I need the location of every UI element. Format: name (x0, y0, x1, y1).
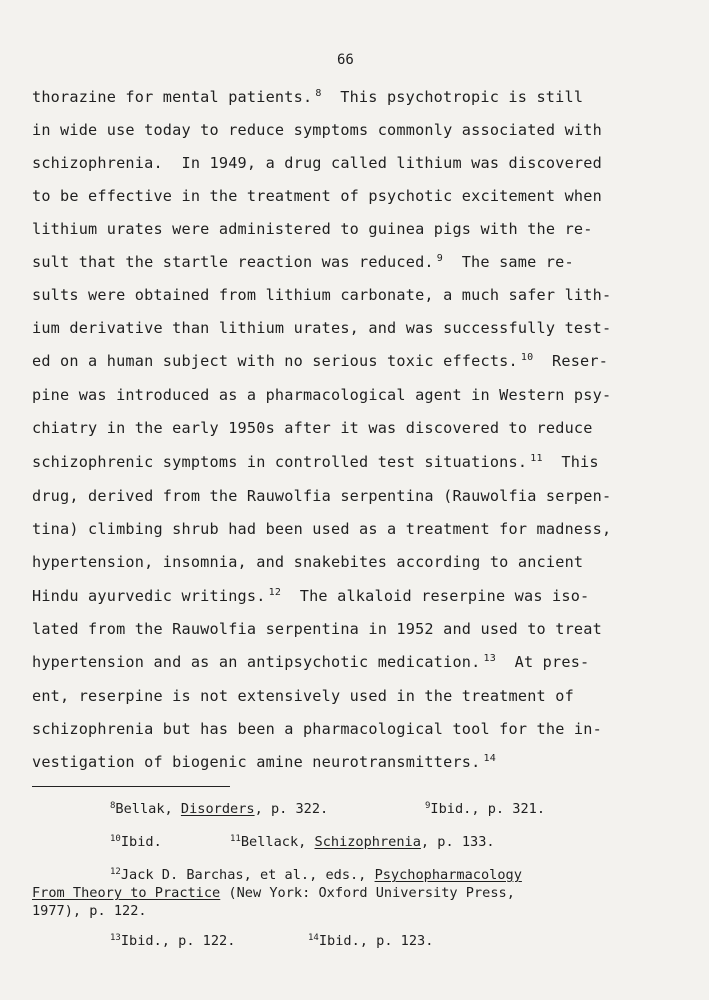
body-line: lated from the Rauwolfia serpentina in 1952 and used to treat (32, 620, 602, 638)
body-line: schizophrenia. In 1949, a drug called lithium was discovered (32, 154, 602, 172)
footnote-12-cont: From Theory to Practice (New York: Oxford University Press, (32, 885, 515, 901)
body-line: vestigation of biogenic amine neurotransmitters. $^{14}$ (32, 753, 496, 771)
body-line: to be effective in the treatment of psychotic excitement when (32, 187, 602, 205)
body-line: hypertension and as an antipsychotic medication. $^{13}$ At pres- (32, 653, 590, 671)
footnote-11: $^{11}$Bellack, Schizophrenia, p. 133. (230, 834, 495, 850)
body-line: pine was introduced as a pharmacological agent in Western psy- (32, 386, 612, 404)
footnote-8: $^8$Bellak, Disorders, p. 322. (110, 801, 329, 817)
footnote-9: $^9$Ibid., p. 321. (425, 801, 545, 817)
body-line: sults were obtained from lithium carbonate, a much safer lith- (32, 286, 612, 304)
body-line: chiatry in the early 1950s after it was discovered to reduce (32, 419, 593, 437)
footnote-ref: 9 (436, 253, 444, 264)
body-line: in wide use today to reduce symptoms commonly associated with (32, 121, 602, 139)
body-line: schizophrenic symptoms in controlled test situations. $^{11}$ This (32, 453, 599, 471)
footnote-ref: 11 (530, 453, 543, 464)
page-number: 66 (337, 52, 354, 68)
footnote-ref: 13 (483, 653, 496, 664)
footnote-ref: 10 (520, 352, 534, 363)
body-line: ed on a human subject with no serious toxic effects. $^{10}$ Reser- (32, 352, 609, 370)
body-line: ium derivative than lithium urates, and was successfully test- (32, 319, 612, 337)
footnote-14: $^{14}$Ibid., p. 123. (308, 933, 434, 949)
body-line: lithium urates were administered to guinea pigs with the re- (32, 220, 593, 238)
footnote-10: $^{10}$Ibid. (110, 834, 162, 850)
footnote-12: $^{12}$Jack D. Barchas, et al., eds., Psychopharmacology (110, 867, 522, 883)
footnote-ref: 12 (268, 587, 282, 598)
body-line: Hindu ayurvedic writings. $^{12}$ The alkaloid reserpine was iso- (32, 587, 590, 605)
body-line: drug, derived from the Rauwolfia serpentina (Rauwolfia serpen- (32, 487, 612, 505)
footnote-rule (32, 786, 230, 787)
body-line: hypertension, insomnia, and snakebites according to ancient (32, 553, 584, 571)
footnote-ref: 14 (483, 753, 496, 764)
footnote-12-cont2: 1977), p. 122. (32, 903, 147, 919)
body-line: sult that the startle reaction was reduced. $^9$ The same re- (32, 253, 574, 271)
body-line: schizophrenia but has been a pharmacological tool for the in- (32, 720, 602, 738)
footnote-13: $^{13}$Ibid., p. 122. (110, 933, 236, 949)
body-line: tina) climbing shrub had been used as a treatment for madness, (32, 520, 612, 538)
body-line: thorazine for mental patients. $^8$ This psychotropic is still (32, 88, 584, 106)
footnote-ref: 8 (315, 88, 322, 99)
body-line: ent, reserpine is not extensively used in the treatment of (32, 687, 574, 705)
